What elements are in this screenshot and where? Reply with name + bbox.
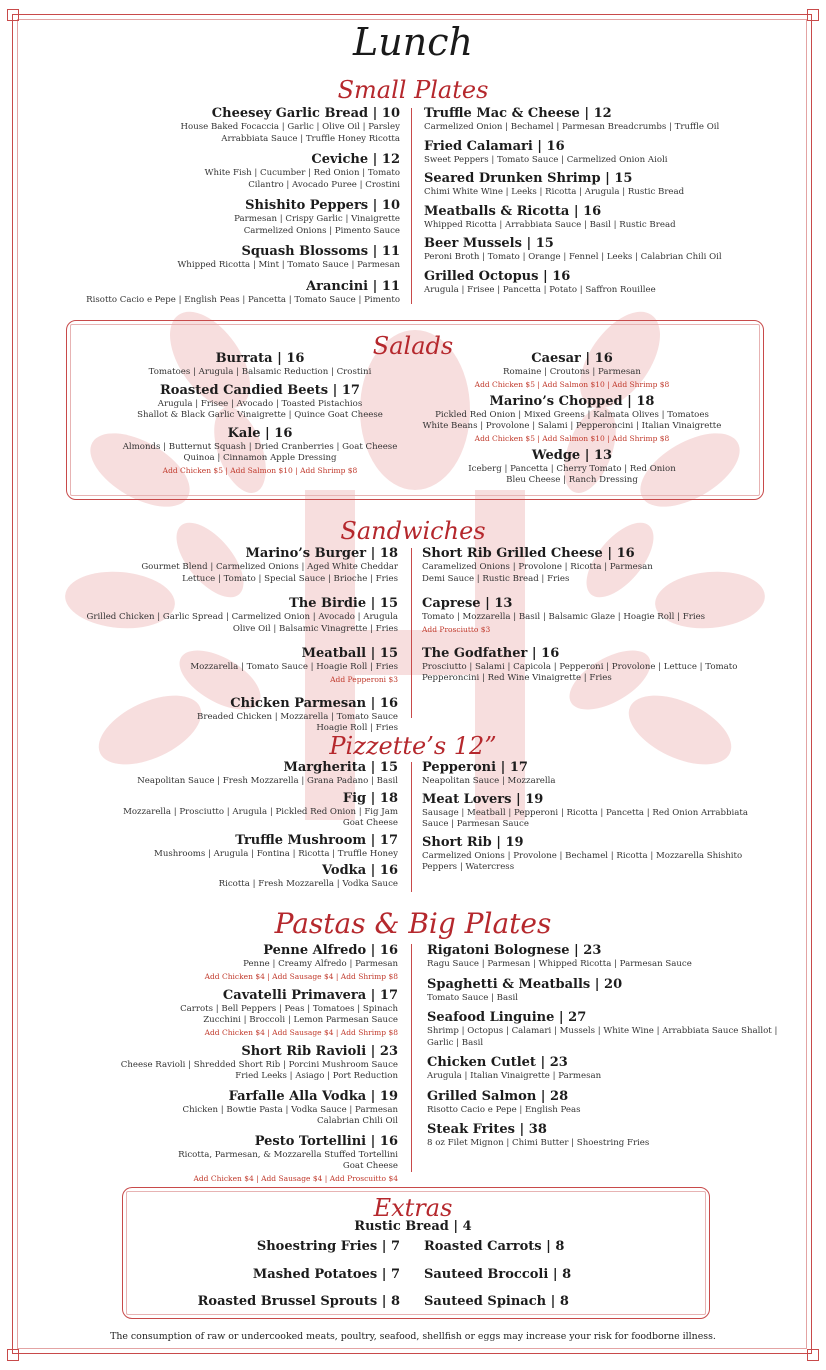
menu-item-addon: Add Chicken $5 | Add Salmon $10 | Add Shrimp $8 — [474, 433, 670, 443]
menu-item-name: Meat Lovers | 19 — [422, 791, 544, 807]
menu-item-name: Burrata | 16 — [215, 351, 305, 366]
small-plates-left-column — [40, 106, 400, 313]
menu-item-description: Whipped Ricotta | Mint | Tomato Sauce | Parmesan — [177, 260, 400, 270]
menu-item-name: Pepperoni | 17 — [422, 760, 528, 775]
extras-item: Mashed Potatoes | 7 — [252, 1267, 400, 1282]
menu-item-description: Prosciutto | Salami | Capicola | Pepperoni | Provolone | Lettuce | Tomato — [422, 661, 738, 672]
pizzettes-right-column — [422, 760, 802, 878]
menu-item-description: Cheese Ravioli | Shredded Short Rib | Porcini Mushroom Sauce — [120, 1059, 398, 1070]
menu-item-name: Marino’s Chopped | 18 — [489, 393, 655, 409]
menu-item-description: Risotto Cacio e Pepe | English Peas — [427, 1104, 581, 1115]
menu-item-description: Demi Sauce | Rustic Bread | Fries — [422, 573, 570, 584]
menu-item — [427, 1010, 807, 1049]
salads-title: Salads — [372, 332, 454, 360]
menu-item — [18, 1134, 398, 1184]
menu-item-name: Grilled Octopus | 16 — [424, 268, 571, 284]
pastas-right-column — [427, 943, 807, 1156]
column-divider — [411, 944, 412, 1172]
menu-item-description: Parmesan | Crispy Garlic | Vinaigrette — [234, 214, 400, 224]
menu-item-description: Quinoa | Cinnamon Apple Dressing — [183, 453, 337, 463]
menu-item-description: Shallot & Black Garlic Vinaigrette | Quince Goat Cheese — [137, 410, 383, 420]
menu-item — [422, 792, 802, 831]
menu-item-name: Shishito Peppers | 10 — [245, 198, 400, 213]
menu-item-description: Sausage | Meatball | Pepperoni | Ricotta | Pancetta | Red Onion Arrabbiata — [422, 807, 748, 818]
menu-item-description: Ragu Sauce | Parmesan | Whipped Ricotta | Parmesan Sauce — [427, 959, 692, 969]
menu-item — [422, 835, 802, 874]
menu-item — [427, 1055, 807, 1083]
menu-item-description: Tomato Sauce | Basil — [427, 992, 519, 1003]
corner-ornament — [807, 1349, 819, 1361]
menu-item-description: House Baked Focaccia | Garlic | Olive Oil | Parsley — [180, 122, 400, 132]
pizzettes-left-column — [18, 760, 398, 894]
menu-item-description: Calabrian Chili Oil — [317, 1116, 398, 1126]
menu-item — [18, 646, 398, 685]
menu-item-description: White Fish | Cucumber | Red Onion | Tomato — [204, 168, 400, 178]
menu-item-description: Arugula | Frisee | Avocado | Toasted Pistachios — [157, 398, 363, 409]
menu-item-name: Caesar | 16 — [531, 351, 613, 366]
menu-item-name: Chicken Cutlet | 23 — [427, 1055, 568, 1070]
menu-item — [422, 646, 802, 685]
menu-item-name: The Godfather | 16 — [422, 645, 560, 661]
menu-item-name: Fried Calamari | 16 — [424, 138, 565, 154]
menu-item — [424, 139, 804, 167]
column-divider — [411, 108, 412, 304]
menu-item-name: Vodka | 16 — [322, 863, 398, 878]
menu-item — [40, 198, 400, 237]
menu-item — [18, 596, 398, 635]
menu-item-description: Arugula | Frisee | Pancetta | Potato | Saffron Rouillee — [424, 284, 656, 295]
menu-item-name: Farfalle Alla Vodka | 19 — [228, 1088, 398, 1104]
menu-item-description: Grilled Chicken | Garlic Spread | Carmelized Onion | Avocado | Arugula — [86, 612, 398, 622]
extras-item: Sauteed Spinach | 8 — [424, 1294, 569, 1309]
menu-item-name: Penne Alfredo | 16 — [263, 943, 398, 958]
menu-item — [40, 152, 400, 191]
corner-ornament — [7, 1349, 19, 1361]
menu-item — [412, 394, 732, 444]
menu-item — [424, 106, 804, 134]
menu-item-description: Pickled Red Onion | Mixed Greens | Kalmata Olives | Tomatoes — [435, 409, 709, 420]
menu-item — [427, 1089, 807, 1117]
menu-item-description: Bleu Cheese | Ranch Dressing — [506, 475, 638, 485]
menu-item-description: Mushrooms | Arugula | Fontina | Ricotta | Truffle Honey — [154, 848, 398, 859]
menu-item-addon: Add Chicken $4 | Add Sausage $4 | Add Shrimp $8 — [204, 1027, 398, 1037]
footer-disclaimer: The consumption of raw or undercooked meats, poultry, seafood, shellfish or eggs may increase your risk for foodborne illness. — [110, 1331, 716, 1342]
menu-item-description: Shrimp | Octopus | Calamari | Mussels | White Wine | Arrabbiata Sauce Shallot | — [427, 1026, 778, 1036]
menu-item-description: Carrots | Bell Peppers | Peas | Tomatoes | Spinach — [180, 1003, 398, 1014]
menu-item-name: Cavatelli Primavera | 17 — [222, 987, 398, 1003]
menu-item — [422, 760, 802, 788]
menu-item — [18, 696, 398, 735]
menu-item-name: Seared Drunken Shrimp | 15 — [424, 171, 633, 186]
menu-item — [40, 106, 400, 145]
menu-item-description: Romaine | Croutons | Parmesan — [503, 367, 641, 377]
menu-item-name: Fig | 18 — [342, 790, 398, 806]
menu-item-name: Truffle Mushroom | 17 — [235, 832, 398, 848]
menu-item-description: Ricotta, Parmesan, & Mozzarella Stuffed Tortellini — [178, 1149, 398, 1160]
menu-item-description: Arugula | Italian Vinaigrette | Parmesan — [427, 1071, 602, 1081]
menu-item-addon: Add Chicken $4 | Add Sausage $4 | Add Proscuitto $4 — [193, 1173, 398, 1183]
menu-item-name: Wedge | 13 — [531, 447, 613, 463]
menu-item-name: Spaghetti & Meatballs | 20 — [427, 976, 623, 992]
menu-item-name: Seafood Linguine | 27 — [427, 1010, 587, 1025]
menu-item-description: Chicken | Bowtie Pasta | Vodka Sauce | Parmesan — [182, 1104, 398, 1115]
small-plates-right-column — [424, 106, 804, 301]
menu-item — [427, 943, 807, 971]
menu-item-description: Tomatoes | Arugula | Balsamic Reduction | Crostini — [148, 367, 372, 377]
menu-item-description: Carmelized Onion | Bechamel | Parmesan Breadcrumbs | Truffle Oil — [424, 122, 720, 132]
menu-item-description: Carmelized Onions | Pimento Sauce — [243, 225, 400, 236]
menu-item-name: Caprese | 13 — [422, 596, 513, 611]
menu-item-name: Beer Mussels | 15 — [424, 236, 554, 251]
small-plates-title: Small Plates — [337, 76, 489, 104]
menu-item-description: Arrabbiata Sauce | Truffle Honey Ricotta — [221, 133, 400, 144]
pastas-title: Pastas & Big Plates — [274, 907, 552, 940]
menu-item — [18, 760, 398, 788]
menu-item-name: Grilled Salmon | 28 — [427, 1088, 569, 1104]
sandwiches-title: Sandwiches — [340, 517, 486, 545]
menu-item-description: Peppers | Watercress — [422, 862, 515, 872]
menu-item-name: Cheesey Garlic Bread | 10 — [211, 106, 400, 121]
menu-item-name: Truffle Mac & Cheese | 12 — [424, 106, 612, 121]
menu-item-addon: Add Chicken $4 | Add Sausage $4 | Add Shrimp $8 — [204, 971, 398, 981]
menu-item — [424, 171, 804, 199]
sandwiches-left-column — [18, 546, 398, 746]
menu-item-description: White Beans | Provolone | Salami | Pepperoncini | Italian Vinaigrette — [422, 421, 722, 431]
menu-item-description: Neapolitan Sauce | Fresh Mozzarella | Grana Padano | Basil — [137, 776, 398, 786]
menu-item-description: Sauce | Parmesan Sauce — [422, 819, 529, 829]
sandwiches-right-column — [422, 546, 802, 696]
extras-item: Roasted Carrots | 8 — [424, 1239, 565, 1254]
menu-item-description: Iceberg | Pancetta | Cherry Tomato | Red Onion — [468, 463, 676, 474]
menu-item-description: Almonds | Butternut Squash | Dried Cranberries | Goat Cheese — [122, 441, 398, 452]
menu-item — [18, 1044, 398, 1083]
extras-item: Shoestring Fries | 7 — [256, 1239, 400, 1254]
menu-item-name: Ceviche | 12 — [311, 152, 400, 167]
menu-item-description: Risotto Cacio e Pepe | English Peas | Pancetta | Tomato Sauce | Pimento — [86, 294, 400, 305]
extras-center-item: Rustic Bread | 4 — [354, 1219, 472, 1234]
menu-item — [18, 863, 398, 891]
menu-item-description: Zucchini | Broccoli | Lemon Parmesan Sauce — [203, 1015, 398, 1025]
menu-item-name: Margherita | 15 — [283, 760, 398, 775]
menu-item — [100, 426, 420, 476]
menu-item-description: Mozzarella | Prosciutto | Arugula | Pickled Red Onion | Fig Jam — [123, 806, 398, 817]
extras-title: Extras — [373, 1194, 453, 1222]
menu-item — [427, 1122, 807, 1150]
menu-item-name: Short Rib | 19 — [422, 834, 524, 850]
menu-item — [424, 204, 804, 232]
menu-item-name: Short Rib Grilled Cheese | 16 — [422, 546, 635, 561]
menu-item — [100, 351, 420, 379]
menu-item-name: Chicken Parmesan | 16 — [230, 695, 398, 711]
menu-item-description: Chimi White Wine | Leeks | Ricotta | Arugula | Rustic Bread — [424, 187, 685, 197]
menu-item — [18, 1089, 398, 1128]
menu-item-description: Lettuce | Tomato | Special Sauce | Brioche | Fries — [182, 573, 398, 584]
menu-item-name: Marino’s Burger | 18 — [245, 546, 398, 561]
extras-item: Sauteed Broccoli | 8 — [424, 1267, 572, 1282]
menu-item-name: Roasted Candied Beets | 17 — [160, 382, 360, 398]
menu-item-description: Olive Oil | Balsamic Vinagrette | Fries — [232, 623, 398, 634]
menu-item — [412, 351, 732, 390]
menu-item-description: Fried Leeks | Asiago | Port Reduction — [235, 1071, 398, 1081]
menu-item-description: Breaded Chicken | Mozzarella | Tomato Sauce — [197, 711, 398, 722]
menu-item-description: Gourmet Blend | Carmelized Onions | Aged White Cheddar — [141, 562, 398, 572]
menu-item-description: Whipped Ricotta | Arrabbiata Sauce | Basil | Rustic Bread — [424, 219, 676, 230]
menu-item-description: Caramelized Onions | Provolone | Ricotta | Parmesan — [422, 562, 653, 572]
menu-item — [40, 279, 400, 307]
menu-item-description: Sweet Peppers | Tomato Sauce | Carmelized Onion Aioli — [424, 154, 668, 165]
menu-item-addon: Add Pepperoni $3 — [330, 674, 398, 684]
menu-item-description: Ricotta | Fresh Mozzarella | Vodka Sauce — [218, 879, 398, 889]
menu-item-name: Steak Frites | 38 — [427, 1122, 547, 1137]
menu-item-name: The Birdie | 15 — [289, 596, 398, 611]
extras-item: Roasted Brussel Sprouts | 8 — [197, 1294, 400, 1309]
menu-item — [40, 244, 400, 272]
menu-item — [18, 833, 398, 861]
menu-item — [424, 236, 804, 264]
menu-item-description: Peroni Broth | Tomato | Orange | Fennel | Leeks | Calabrian Chili Oil — [424, 252, 722, 262]
salads-left-column — [100, 351, 420, 480]
menu-item — [18, 791, 398, 830]
menu-item — [422, 546, 802, 585]
menu-item — [427, 977, 807, 1005]
salads-right-column — [412, 351, 732, 491]
column-divider — [411, 548, 412, 718]
menu-item-description: Mozzarella | Tomato Sauce | Hoagie Roll | Fries — [190, 662, 398, 672]
menu-item-description: Cilantro | Avocado Puree | Crostini — [248, 179, 400, 190]
menu-item-description: Goat Cheese — [342, 818, 398, 828]
menu-item-name: Rigatoni Bolognese | 23 — [427, 943, 602, 958]
menu-item-name: Squash Blossoms | 11 — [241, 244, 400, 259]
menu-item-description: Neapolitan Sauce | Mozzarella — [422, 776, 556, 786]
menu-item-description: 8 oz Filet Mignon | Chimi Butter | Shoestring Fries — [427, 1138, 650, 1148]
pizzettes-title: Pizzette’s 12” — [329, 732, 497, 760]
menu-item — [412, 448, 732, 487]
menu-item-name: Arancini | 11 — [306, 278, 400, 294]
menu-item — [18, 546, 398, 585]
menu-item-name: Short Rib Ravioli | 23 — [241, 1043, 398, 1059]
menu-item-description: Carmelized Onions | Provolone | Bechamel | Ricotta | Mozzarella Shishito — [422, 850, 743, 861]
menu-item-name: Pesto Tortellini | 16 — [254, 1133, 398, 1149]
menu-item — [18, 943, 398, 982]
menu-item-description: Goat Cheese — [342, 1161, 398, 1171]
column-divider — [411, 762, 412, 892]
menu-item — [424, 269, 804, 297]
menu-item-description: Hoagie Roll | Fries — [316, 723, 398, 733]
menu-item-description: Garlic | Basil — [427, 1037, 484, 1048]
pastas-left-column — [18, 943, 398, 1190]
menu-item-description: Tomato | Mozzarella | Basil | Balsamic Glaze | Hoagie Roll | Fries — [422, 612, 706, 622]
menu-item-name: Kale | 16 — [227, 425, 293, 441]
menu-item — [18, 988, 398, 1038]
menu-item-name: Meatballs & Ricotta | 16 — [424, 203, 602, 219]
menu-item-description: Penne | Creamy Alfredo | Parmesan — [243, 959, 398, 969]
menu-item-addon: Add Prosciutto $3 — [422, 624, 491, 634]
menu-item-description: Pepperoncini | Red Wine Vinaigrette | Fries — [422, 673, 612, 683]
menu-item — [422, 596, 802, 635]
menu-item — [100, 383, 420, 422]
page-title: Lunch — [353, 20, 473, 64]
menu-item-addon: Add Chicken $5 | Add Salmon $10 | Add Shrimp $8 — [474, 379, 670, 389]
menu-item-name: Meatball | 15 — [301, 646, 398, 661]
menu-item-addon: Add Chicken $5 | Add Salmon $10 | Add Shrimp $8 — [162, 465, 358, 475]
